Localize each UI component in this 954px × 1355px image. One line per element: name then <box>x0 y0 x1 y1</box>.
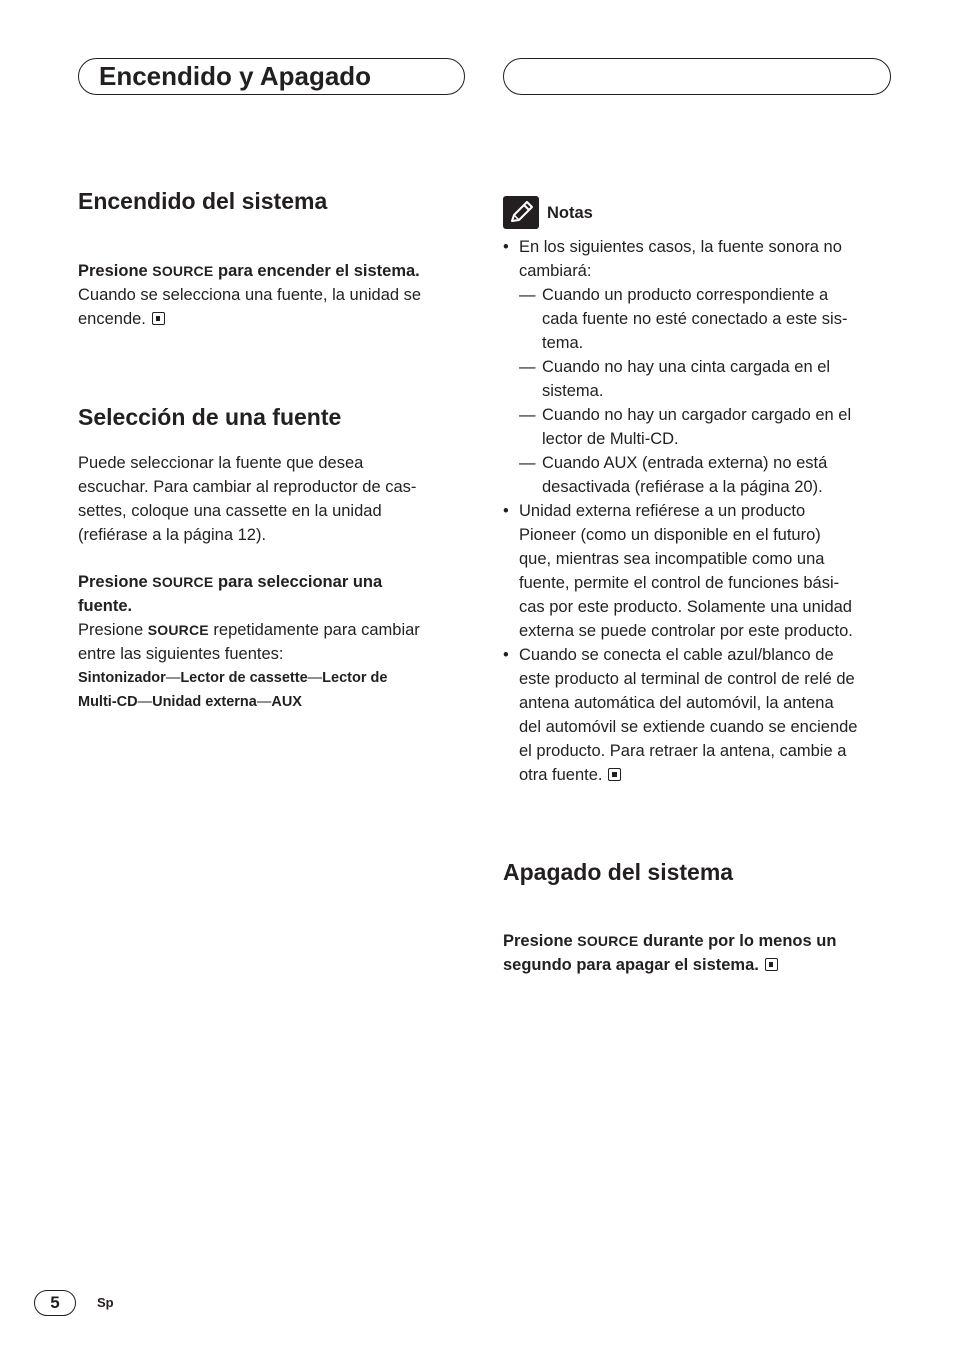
text-line <box>503 929 893 953</box>
section-heading-power-on: Encendido del sistema <box>78 188 328 214</box>
body-power-on <box>78 283 458 331</box>
list-item <box>503 499 895 643</box>
source-name: Multi-CD <box>78 694 138 710</box>
header-title-box <box>78 58 465 95</box>
separator: — <box>165 670 181 686</box>
notes-label: Notas <box>547 204 593 222</box>
text-line: tema. <box>542 334 584 352</box>
instruction-power-off <box>503 929 893 977</box>
text-line <box>503 953 893 977</box>
dash: — <box>519 454 536 472</box>
instruction-text: para encender el sistema. <box>213 262 420 280</box>
separator: — <box>137 694 153 710</box>
dash: — <box>519 406 536 424</box>
instruction-source-select <box>78 570 463 618</box>
text-line: Puede seleccionar la fuente que desea <box>78 454 364 472</box>
stop-icon <box>765 958 778 971</box>
text-line: Cuando AUX (entrada externa) no está <box>542 454 828 472</box>
text-line: lector de Multi-CD. <box>542 430 679 448</box>
separator: — <box>256 694 272 710</box>
section-heading-source-select: Selección de una fuente <box>78 404 342 430</box>
source-sequence <box>78 666 463 714</box>
source-name: Unidad externa <box>152 694 257 710</box>
text-line: antena automática del automóvil, la antena <box>519 694 834 712</box>
text-line: del automóvil se extiende cuando se enciende <box>519 718 858 736</box>
body-source-select <box>78 618 463 666</box>
sub-list-item <box>519 451 895 499</box>
text-line <box>78 570 463 594</box>
notes-list <box>503 235 895 787</box>
text-line: Cuando no hay un cargador cargado en el <box>542 406 852 424</box>
sub-list-item <box>519 283 895 355</box>
instruction-text: para seleccionar una <box>213 573 383 591</box>
text-line: settes, coloque una cassette en la unidad <box>78 502 382 520</box>
instruction-text: durante por lo menos un <box>638 932 837 950</box>
stop-icon <box>152 312 165 325</box>
text-line: entre las siguientes fuentes: <box>78 645 284 663</box>
body-text: Presione <box>78 621 148 639</box>
text-line: cada fuente no esté conectado a este sis- <box>542 310 848 328</box>
page-number: 5 <box>34 1290 76 1316</box>
body-text: repetidamente para cambiar <box>208 621 420 639</box>
text-line: Cuando no hay una cinta cargada en el <box>542 358 831 376</box>
notes-pencil-icon <box>503 196 539 229</box>
source-key-label: SOURCE <box>147 622 209 638</box>
source-key-label: SOURCE <box>152 263 214 279</box>
sub-list-item <box>519 403 895 451</box>
instruction-text: Presione <box>78 573 153 591</box>
source-name: Lector de cassette <box>180 670 308 686</box>
dash: — <box>519 358 536 376</box>
source-name: AUX <box>271 694 302 710</box>
pencil-icon <box>503 196 539 229</box>
source-name: Lector de <box>322 670 388 686</box>
intro-source-select <box>78 451 463 547</box>
text-line: externa se puede controlar por este producto. <box>519 622 853 640</box>
section-heading-power-off: Apagado del sistema <box>503 859 734 885</box>
text-line: fuente, permite el control de funciones bási- <box>519 574 840 592</box>
text-line: el producto. Para retraer la antena, cambie a <box>519 742 847 760</box>
instruction-text: Presione <box>78 262 153 280</box>
page-title: Encendido y Apagado <box>99 61 372 91</box>
dash: — <box>519 286 536 304</box>
instruction-text: segundo para apagar el sistema. <box>503 956 759 974</box>
body-text: otra fuente. <box>519 766 603 784</box>
bullet: • <box>503 502 509 520</box>
text-line: cas por este producto. Solamente una unidad <box>519 598 852 616</box>
text-line <box>78 690 463 714</box>
instruction-power-on <box>78 259 463 283</box>
text-line: Pioneer (como un disponible en el futuro) <box>519 526 821 544</box>
text-line: escuchar. Para cambiar al reproductor de cas- <box>78 478 417 496</box>
source-name: Sintonizador <box>78 670 166 686</box>
header-empty-box <box>503 58 891 95</box>
source-key-label: SOURCE <box>577 933 639 949</box>
text-line: (refiérase a la página 12). <box>78 526 267 544</box>
list-item <box>503 235 895 499</box>
text-line <box>519 763 895 787</box>
stop-icon <box>608 768 621 781</box>
text-line: fuente. <box>78 597 133 615</box>
text-line <box>78 666 463 690</box>
text-line: Cuando se conecta el cable azul/blanco de <box>519 646 834 664</box>
text-line: Cuando un producto correspondiente a <box>542 286 829 304</box>
text-line <box>78 618 463 642</box>
body-text: Cuando se selecciona una fuente, la unidad se encende. <box>78 286 422 328</box>
separator: — <box>307 670 323 686</box>
instruction-text: Presione <box>503 932 578 950</box>
source-key-label: SOURCE <box>152 574 214 590</box>
text-line: este producto al terminal de control de relé de <box>519 670 855 688</box>
bullet: • <box>503 646 509 664</box>
text-line: que, mientras sea incompatible como una <box>519 550 825 568</box>
list-item <box>503 643 895 787</box>
text-line: sistema. <box>542 382 604 400</box>
text-line: En los siguientes casos, la fuente sonora no <box>519 238 842 256</box>
language-label: Sp <box>97 1295 114 1310</box>
sub-list-item <box>519 355 895 403</box>
bullet: • <box>503 238 509 256</box>
text-line: cambiará: <box>519 262 592 280</box>
text-line: desactivada (refiérase a la página 20). <box>542 478 823 496</box>
text-line: Unidad externa refiérese a un producto <box>519 502 806 520</box>
